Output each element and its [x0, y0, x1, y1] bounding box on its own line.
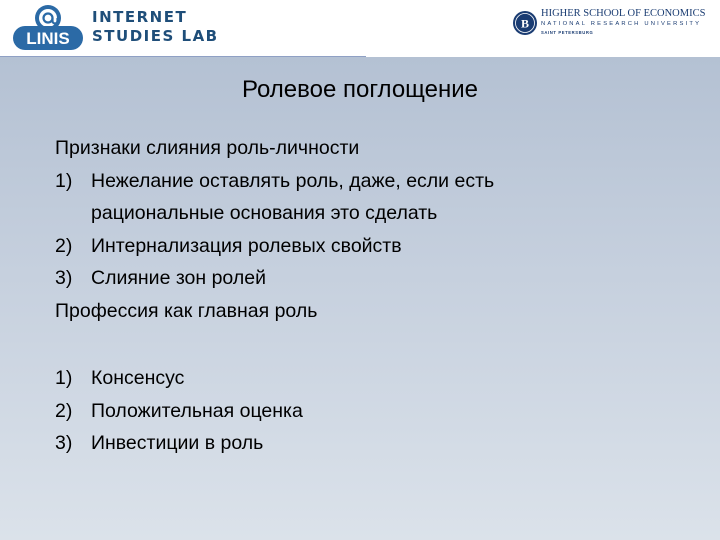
slide-title	[0, 76, 720, 104]
hse-name: HIGHER SCHOOL OF ECONOMICS	[541, 8, 706, 19]
header	[0, 0, 720, 56]
list-number: 3)	[55, 432, 73, 454]
list-number: 1)	[55, 367, 73, 389]
list-text: Инвестиции в роль	[91, 432, 264, 454]
list-item	[55, 427, 695, 460]
lab-name-line2: STUDIES LAB	[92, 27, 219, 45]
list-number: 2)	[55, 399, 73, 422]
lab-name	[92, 8, 219, 46]
linis-logo	[12, 2, 84, 54]
list-number: 2)	[55, 234, 73, 257]
list-text: Положительная оценка	[91, 399, 303, 422]
hse-subtitle: NATIONAL RESEARCH UNIVERSITY	[541, 21, 702, 27]
list-text: Слияние зон ролей	[91, 267, 266, 289]
list-item-continuation: рациональные основания это сделать	[91, 202, 438, 224]
slide-content	[55, 132, 695, 460]
list-item	[55, 230, 695, 263]
list-item	[55, 165, 695, 198]
spacer	[55, 327, 695, 362]
list-number: 3)	[55, 267, 73, 289]
list-text: Консенсус	[91, 367, 185, 389]
list-item	[55, 262, 695, 295]
hse-logo	[512, 8, 712, 42]
list-text: Интернализация ролевых свойств	[91, 234, 402, 257]
hse-text	[541, 8, 705, 36]
list-text: Нежелание оставлять роль, даже, если есть	[91, 169, 495, 192]
list-number: 1)	[55, 169, 73, 192]
slide-title-text: Ролевое поглощение	[242, 76, 478, 103]
heading-signs: Признаки слияния роль-личности	[55, 137, 360, 159]
hse-city: SAINT PETERSBURG	[541, 30, 594, 35]
hse-emblem-icon	[512, 10, 538, 36]
svg-text:LINIS: LINIS	[26, 29, 70, 48]
svg-text:В: В	[520, 16, 530, 31]
list-item	[55, 362, 695, 395]
list-item	[55, 395, 695, 428]
lab-name-line1: INTERNET	[92, 8, 188, 26]
heading-profession: Профессия как главная роль	[55, 299, 318, 322]
